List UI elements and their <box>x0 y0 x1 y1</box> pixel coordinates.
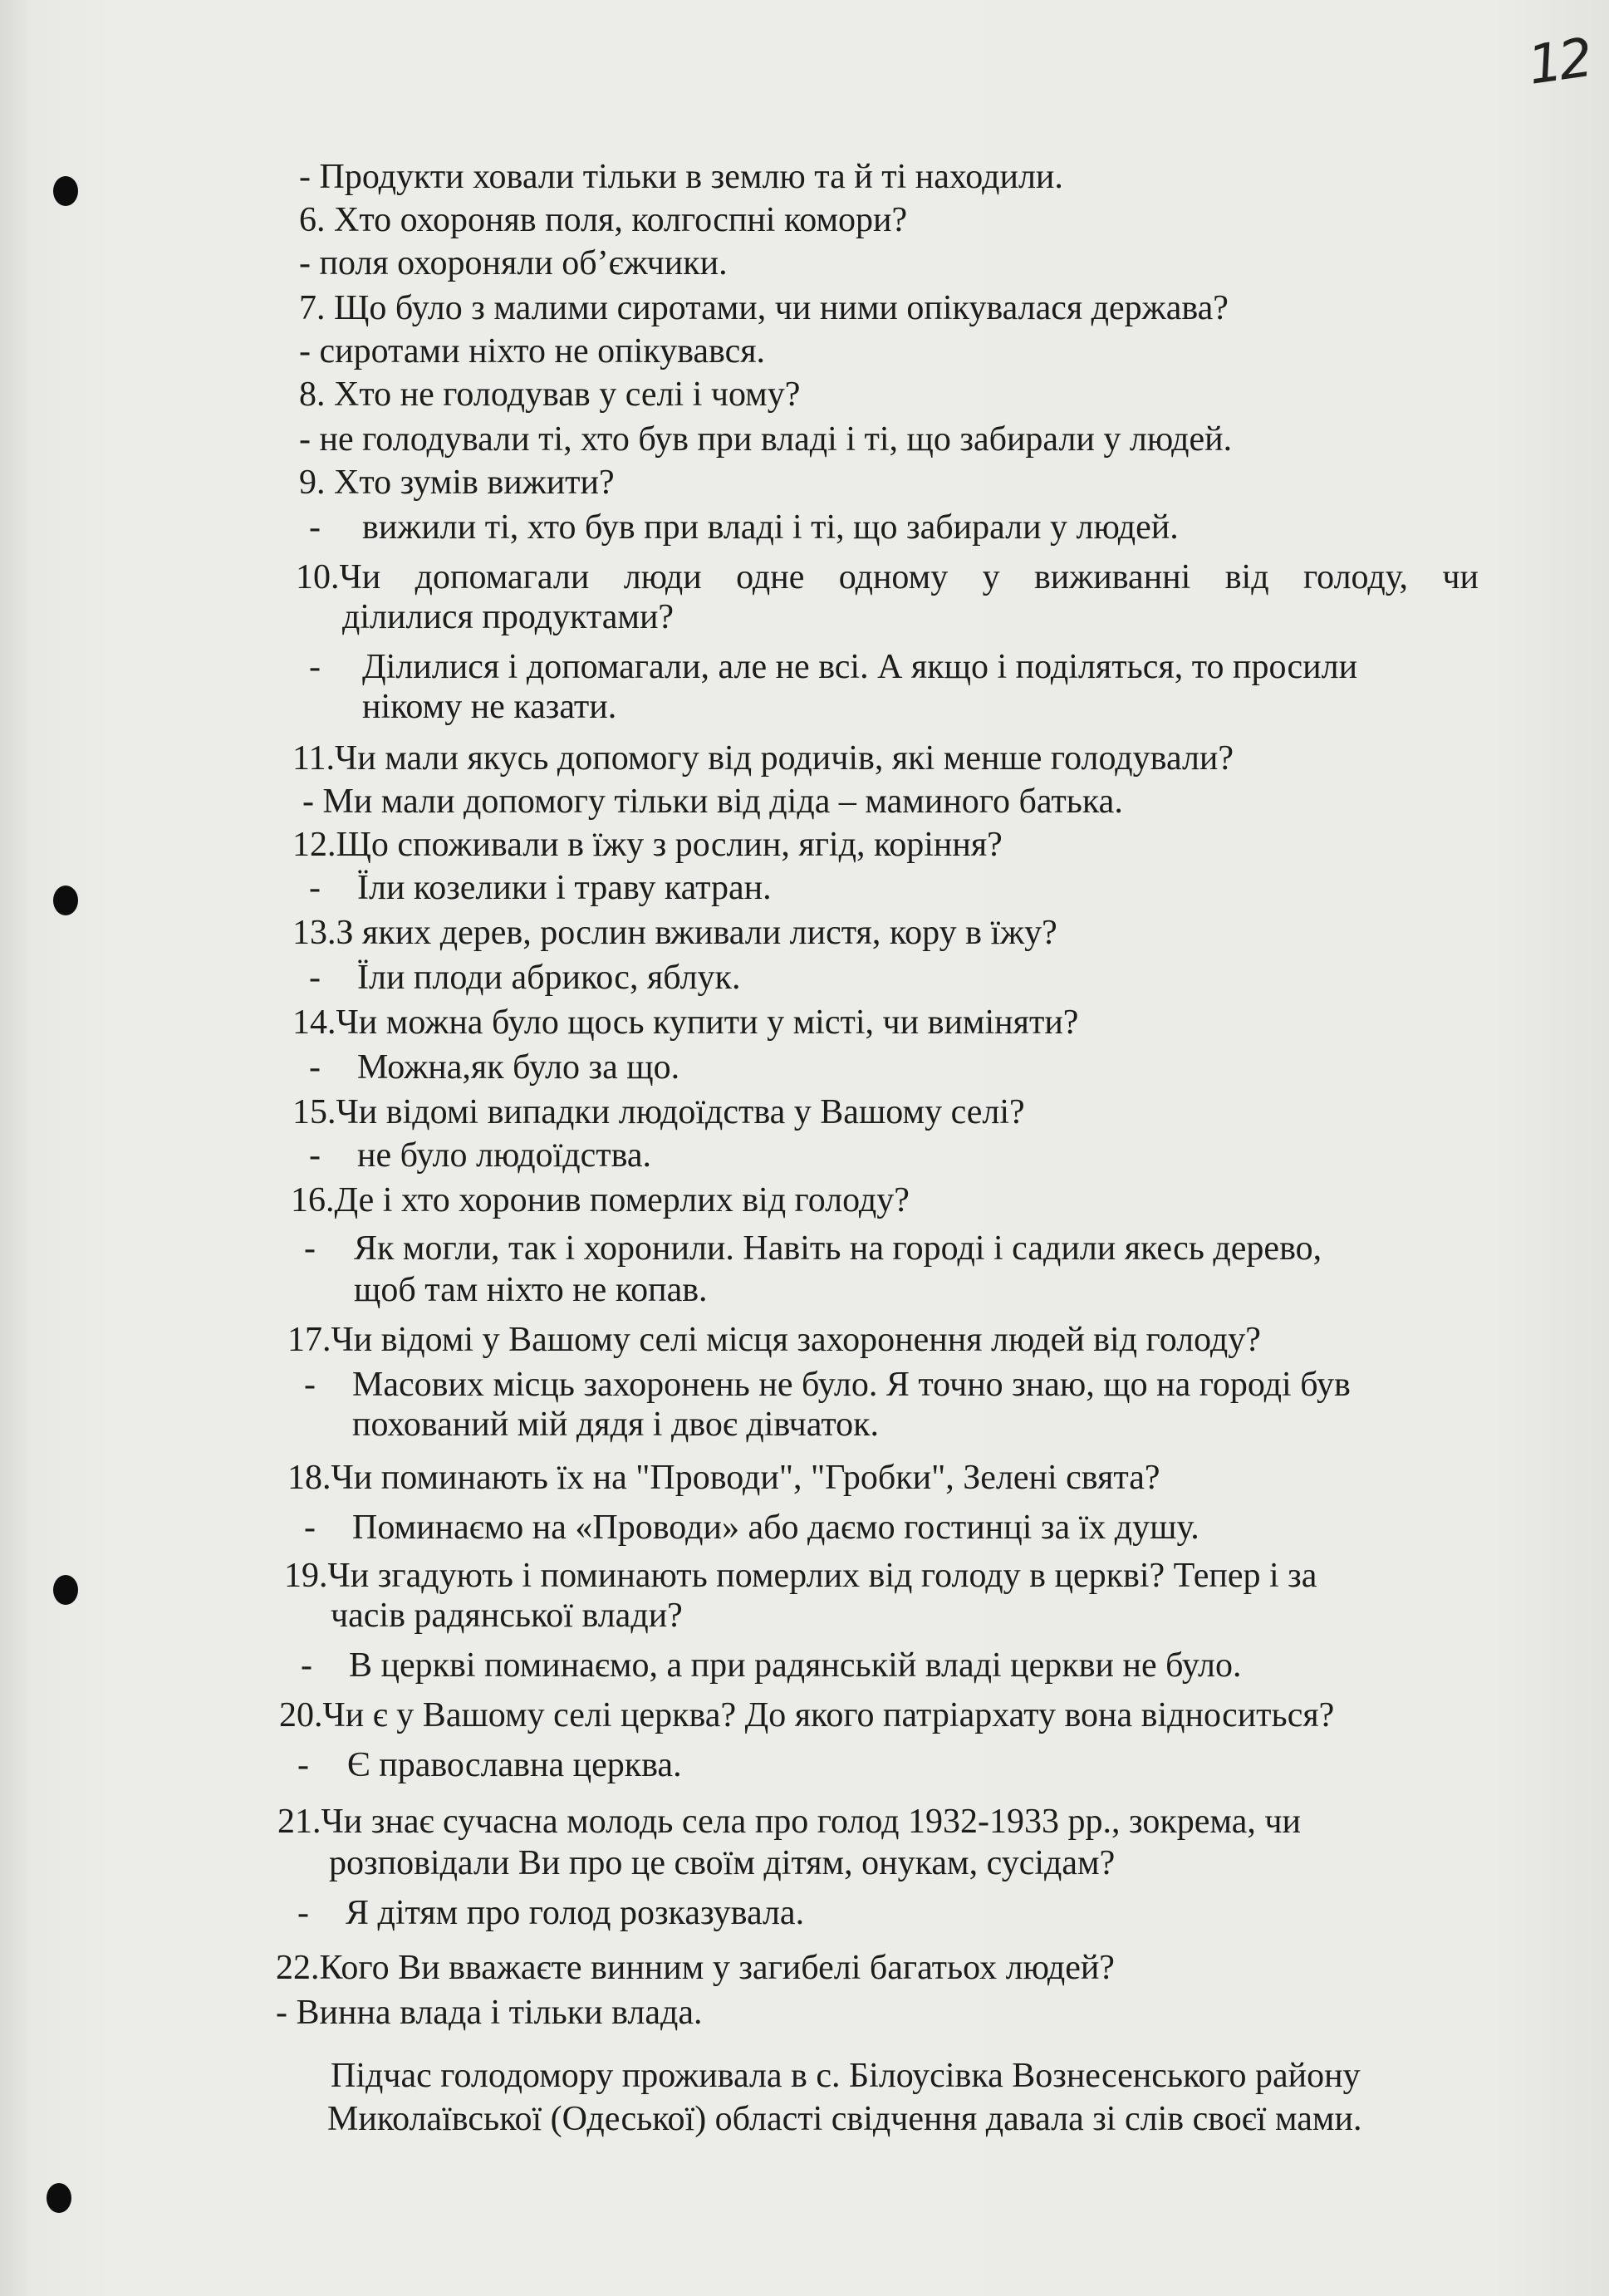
answer-dash: - <box>297 1746 309 1784</box>
answer-line: - Ми мали допомогу тільки від діда – маминого батька. <box>302 783 1123 821</box>
question-line: 17.Чи відомі у Вашому селі місця захоронення людей від голоду? <box>287 1321 1261 1359</box>
answer-line: - Винна влада і тільки влада. <box>276 1994 703 2032</box>
answer-line: вижили ті, хто був при владі і ті, що забирали у людей. <box>362 508 1179 547</box>
answer-line: Як могли, так і хоронили. Навіть на городі і садили якесь дерево, <box>354 1229 1322 1268</box>
answer-dash: - <box>309 869 321 907</box>
answer-line: - поля охороняли об’єжчики. <box>299 244 728 282</box>
answer-dash: - <box>309 1136 321 1175</box>
question-line-continued: часів радянської влади? <box>331 1597 683 1635</box>
answer-line: В церкві поминаємо, а при радянській владі церкви не було. <box>349 1646 1242 1685</box>
punch-hole-1 <box>53 176 78 206</box>
closing-note-line: Миколаївської (Одеської) області свідчення давала зі слів своєї мами. <box>327 2100 1362 2138</box>
closing-note-line: Підчас голодомору проживала в с. Білоусівка Вознесенського району <box>331 2057 1361 2095</box>
answer-line: Поминаємо на «Проводи» або даємо гостинці за їх душу. <box>352 1509 1199 1547</box>
answer-line-continued: похований мій дядя і двоє дівчаток. <box>352 1406 880 1444</box>
answer-dash: - <box>304 1509 316 1547</box>
answer-line: - Продукти ховали тільки в землю та й ті находили. <box>299 158 1063 196</box>
question-line: 16.Де і хто хоронив померлих від голоду? <box>291 1181 910 1219</box>
punch-hole-2 <box>53 886 78 915</box>
question-line: 7. Що було з малими сиротами, чи ними опікувалася держава? <box>299 289 1229 327</box>
question-line: 18.Чи поминають їх на "Проводи", "Гробки", Зелені свята? <box>287 1459 1160 1497</box>
question-line: 10.Чи допомагали люди одне одному у виживанні від голоду, чи <box>296 558 1479 596</box>
answer-line: Є православна церква. <box>347 1746 682 1784</box>
answer-dash: - <box>304 1366 316 1404</box>
answer-dash: - <box>297 1894 309 1932</box>
question-line: 6. Хто охороняв поля, колгоспні комори? <box>299 201 908 239</box>
question-line: 13.З яких дерев, рослин вживали листя, кору в їжу? <box>292 914 1057 952</box>
answer-dash: - <box>301 1646 312 1685</box>
answer-line: Масових місць захоронень не було. Я точно знаю, що на городі був <box>352 1366 1351 1404</box>
question-line: 22.Кого Ви вважаєте винним у загибелі багатьох людей? <box>276 1949 1115 1987</box>
answer-line: Я дітям про голод розказувала. <box>346 1894 805 1932</box>
answer-dash: - <box>309 1048 321 1087</box>
answer-line: Їли плоди абрикос, яблук. <box>357 959 741 997</box>
question-line-continued: розповідали Ви про це своїм дітям, онукам, сусідам? <box>329 1844 1116 1882</box>
answer-line-continued: нікому не казати. <box>362 688 617 726</box>
answer-line: Їли козелики і траву катран. <box>357 869 772 907</box>
question-line: 21.Чи знає сучасна молодь села про голод 1932-1933 рр., зокрема, чи <box>277 1803 1301 1841</box>
punch-hole-3 <box>53 1575 78 1605</box>
answer-line: не було людоїдства. <box>357 1136 652 1175</box>
question-line: 15.Чи відомі випадки людоїдства у Вашому селі? <box>292 1093 1025 1131</box>
answer-line: - не голодували ті, хто був при владі і ті, що забирали у людей. <box>299 420 1233 459</box>
question-line: 8. Хто не голодував у селі і чому? <box>299 375 801 414</box>
question-line: 11.Чи мали якусь допомогу від родичів, які менше голодували? <box>292 739 1234 778</box>
answer-line: Ділилися і допомагали, але не всі. А якщо і поділяться, то просили <box>362 648 1358 686</box>
answer-dash: - <box>309 959 321 997</box>
question-line: 20.Чи є у Вашому селі церква? До якого патріархату вона відноситься? <box>279 1696 1335 1734</box>
answer-dash: - <box>309 648 321 686</box>
handwritten-page-number: 12 <box>1524 27 1594 97</box>
question-line: 12.Що споживали в їжу з рослин, ягід, коріння? <box>292 826 1003 864</box>
punch-hole-4 <box>47 2183 71 2213</box>
answer-dash: - <box>304 1229 316 1268</box>
answer-line: Можна,як було за що. <box>357 1048 680 1087</box>
question-line: 19.Чи згадують і поминають померлих від голоду в церкві? Тепер і за <box>284 1557 1317 1595</box>
question-line-continued: ділилися продуктами? <box>342 598 675 636</box>
answer-line: - сиротами ніхто не опікувався. <box>299 332 766 370</box>
answer-line-continued: щоб там ніхто не копав. <box>354 1271 708 1309</box>
question-line: 9. Хто зумів вижити? <box>299 464 615 502</box>
answer-dash: - <box>309 508 321 547</box>
question-line: 14.Чи можна було щось купити у місті, чи виміняти? <box>292 1003 1079 1042</box>
